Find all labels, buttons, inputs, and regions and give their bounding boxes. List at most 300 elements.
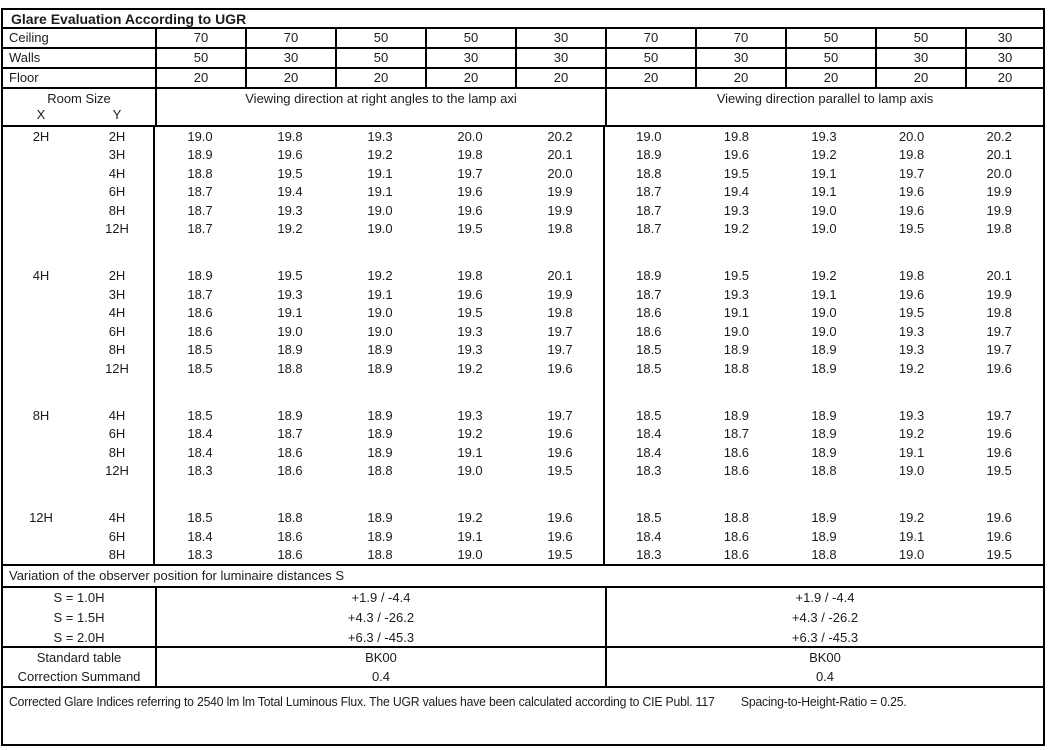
- ugr-value: 19.5: [898, 305, 925, 321]
- xy-header: [3, 107, 155, 122]
- room-x-label: 12H: [29, 510, 53, 526]
- reflectance-value: 30: [695, 49, 785, 67]
- ugr-value: 19.1: [457, 444, 483, 460]
- std-row-label: Correction Summand: [17, 669, 141, 684]
- observer-variation-rows: [3, 588, 1043, 648]
- ugr-value: 19.9: [547, 286, 573, 302]
- ugr-value: 19.0: [811, 323, 837, 339]
- table-row: [3, 667, 1043, 686]
- ugr-value: 19.6: [898, 184, 925, 200]
- ugr-value: 18.7: [187, 286, 213, 302]
- column-divider-middle: [603, 127, 605, 564]
- surface-label: Walls: [9, 50, 41, 65]
- ugr-value: 19.7: [986, 407, 1012, 423]
- ugr-value: 19.0: [811, 305, 837, 321]
- ugr-value: 18.4: [187, 444, 213, 460]
- ugr-value: 18.9: [636, 147, 662, 163]
- surface-reflectance-rows: [3, 29, 1043, 89]
- ugr-value: 19.7: [457, 165, 483, 181]
- reflectance-value: 30: [875, 49, 965, 67]
- ugr-value: 18.6: [187, 305, 213, 321]
- ugr-value: 18.8: [367, 547, 393, 563]
- reflectance-value: 50: [605, 49, 695, 67]
- room-y-label: 12H: [105, 360, 129, 376]
- ugr-value: 20.0: [898, 128, 925, 144]
- ugr-value: 19.6: [547, 528, 573, 544]
- reflectance-value: 70: [155, 29, 245, 47]
- table-row: [3, 322, 1043, 341]
- ugr-value: 18.9: [636, 268, 662, 284]
- ugr-value: 18.9: [367, 360, 393, 376]
- ugr-value: 19.6: [986, 360, 1012, 376]
- ugr-value: 19.8: [898, 268, 925, 284]
- ugr-value: 19.6: [547, 360, 573, 376]
- ugr-value: 19.6: [457, 184, 483, 200]
- ugr-value: 18.6: [277, 547, 303, 563]
- room-y-label: 4H: [108, 510, 126, 526]
- table-header-row: [3, 89, 1043, 127]
- ugr-value: 19.1: [898, 528, 925, 544]
- standard-table-rows: [3, 648, 1043, 688]
- ugr-value: 18.8: [811, 463, 837, 479]
- ugr-value: 18.7: [187, 184, 213, 200]
- ugr-value: 19.3: [723, 286, 750, 302]
- ugr-value: 18.4: [187, 426, 213, 442]
- std-row-label: Standard table: [36, 650, 122, 665]
- reflectance-value: 20: [875, 69, 965, 87]
- footer-note-ratio: Spacing-to-Height-Ratio = 0.25.: [740, 694, 907, 709]
- ugr-value: 19.6: [986, 426, 1012, 442]
- ugr-value: 18.9: [811, 342, 837, 358]
- ugr-value: 18.9: [277, 407, 303, 423]
- ugr-value: 18.9: [811, 510, 837, 526]
- s-variation-value: +6.3 / -45.3: [605, 628, 1043, 648]
- ugr-value: 18.5: [187, 407, 213, 423]
- room-y-label: 4H: [108, 407, 126, 423]
- table-row: [3, 49, 1043, 69]
- ugr-value: 18.9: [187, 268, 213, 284]
- ugr-value: 19.0: [277, 323, 303, 339]
- ugr-value: 18.9: [811, 426, 837, 442]
- block-spacer: [3, 238, 1043, 267]
- ugr-value: 19.3: [367, 128, 393, 144]
- ugr-value: 19.6: [986, 528, 1012, 544]
- ugr-value: 18.9: [367, 342, 393, 358]
- ugr-value: 19.3: [898, 323, 925, 339]
- column-divider-left: [153, 127, 155, 564]
- room-y-label: 6H: [108, 184, 126, 200]
- block-spacer: [3, 480, 1043, 509]
- ugr-value: 18.8: [187, 165, 213, 181]
- table-row: [3, 546, 1043, 565]
- ugr-value: 18.6: [723, 528, 750, 544]
- room-y-label: 6H: [108, 323, 126, 339]
- room-y-label: 2H: [108, 268, 126, 284]
- ugr-value: 19.0: [457, 547, 483, 563]
- ugr-value: 19.5: [457, 221, 483, 237]
- ugr-value: 18.7: [636, 202, 662, 218]
- table-row: [3, 220, 1043, 239]
- ugr-value: 18.7: [636, 184, 662, 200]
- ugr-value: 20.1: [547, 147, 573, 163]
- ugr-value: 19.9: [986, 286, 1012, 302]
- table-row: [3, 285, 1043, 304]
- ugr-value: 19.5: [986, 547, 1012, 563]
- reflectance-value: 50: [875, 29, 965, 47]
- ugr-value: 19.3: [277, 202, 303, 218]
- glare-evaluation-table: [1, 8, 1045, 746]
- table-row: [3, 183, 1043, 202]
- s-variation-value: +1.9 / -4.4: [605, 588, 1043, 608]
- ugr-value: 18.6: [187, 323, 213, 339]
- ugr-value: 19.0: [898, 463, 925, 479]
- ugr-value: 19.2: [723, 221, 750, 237]
- ugr-value: 19.8: [898, 147, 925, 163]
- table-row: [3, 304, 1043, 323]
- reflectance-value: 50: [785, 29, 875, 47]
- s-variation-value: +6.3 / -45.3: [155, 628, 605, 648]
- ugr-value: 19.3: [277, 286, 303, 302]
- ugr-value: 18.6: [277, 528, 303, 544]
- ugr-value: 19.0: [367, 202, 393, 218]
- ugr-value: 19.1: [367, 286, 393, 302]
- table-row: [3, 406, 1043, 425]
- ugr-value: 18.7: [636, 221, 662, 237]
- std-row-value: 0.4: [605, 667, 1043, 686]
- ugr-value: 19.6: [277, 147, 303, 163]
- reflectance-value: 50: [155, 49, 245, 67]
- ugr-value: 19.9: [547, 202, 573, 218]
- ugr-value: 18.5: [187, 510, 213, 526]
- ugr-value: 19.9: [547, 184, 573, 200]
- ugr-value: 18.5: [187, 342, 213, 358]
- ugr-value: 20.2: [986, 128, 1012, 144]
- s-distance-label: S = 2.0H: [53, 630, 105, 645]
- ugr-value: 19.5: [277, 268, 303, 284]
- ugr-value: 19.2: [898, 510, 925, 526]
- ugr-value: 19.5: [898, 221, 925, 237]
- table-row: [3, 443, 1043, 462]
- ugr-value: 18.6: [723, 463, 750, 479]
- table-row: [3, 201, 1043, 220]
- ugr-value: 18.9: [811, 528, 837, 544]
- ugr-value: 19.6: [898, 202, 925, 218]
- reflectance-value: 20: [695, 69, 785, 87]
- ugr-value: 18.4: [636, 444, 662, 460]
- room-x-label: 2H: [32, 128, 50, 144]
- ugr-value: 18.8: [277, 510, 303, 526]
- room-y-label: 8H: [108, 342, 126, 358]
- ugr-value: 18.8: [723, 510, 750, 526]
- ugr-value: 19.6: [547, 510, 573, 526]
- room-y-label: 12H: [105, 463, 129, 479]
- ugr-value: 19.6: [986, 510, 1012, 526]
- ugr-value: 18.6: [277, 463, 303, 479]
- ugr-value: 19.3: [723, 202, 750, 218]
- ugr-value: 19.2: [457, 360, 483, 376]
- ugr-value: 20.0: [457, 128, 483, 144]
- ugr-value: 18.5: [187, 360, 213, 376]
- ugr-value: 19.2: [898, 426, 925, 442]
- reflectance-value: 20: [785, 69, 875, 87]
- ugr-value: 18.5: [636, 342, 662, 358]
- ugr-value: 18.3: [187, 547, 213, 563]
- ugr-value: 19.8: [986, 305, 1012, 321]
- left-direction-header: Viewing direction at right angles to the lamp axi: [155, 89, 605, 125]
- ugr-value: 18.7: [187, 202, 213, 218]
- reflectance-value: 30: [515, 49, 605, 67]
- table-row: [3, 267, 1043, 286]
- s-variation-value: +1.9 / -4.4: [155, 588, 605, 608]
- ugr-value: 19.9: [986, 202, 1012, 218]
- ugr-value: 19.8: [547, 305, 573, 321]
- reflectance-value: 20: [245, 69, 335, 87]
- ugr-value: 19.2: [367, 147, 393, 163]
- ugr-value: 18.4: [636, 426, 662, 442]
- ugr-value: 19.2: [367, 268, 393, 284]
- reflectance-value: 70: [695, 29, 785, 47]
- ugr-value: 19.4: [723, 184, 750, 200]
- ugr-value: 19.7: [547, 323, 573, 339]
- reflectance-value: 20: [335, 69, 425, 87]
- ugr-value: 19.8: [723, 128, 750, 144]
- ugr-value: 19.0: [811, 221, 837, 237]
- ugr-value: 18.4: [636, 528, 662, 544]
- ugr-value: 18.8: [367, 463, 393, 479]
- reflectance-value: 30: [515, 29, 605, 47]
- ugr-value: 19.7: [547, 342, 573, 358]
- ugr-value: 19.3: [811, 128, 837, 144]
- ugr-value: 19.0: [811, 202, 837, 218]
- room-y-label: 4H: [108, 305, 126, 321]
- reflectance-value: 20: [515, 69, 605, 87]
- table-row: [3, 628, 1043, 646]
- ugr-value: 18.9: [811, 360, 837, 376]
- ugr-value: 18.9: [811, 407, 837, 423]
- ugr-value: 19.0: [457, 463, 483, 479]
- room-y-label: 6H: [108, 528, 126, 544]
- ugr-value: 19.5: [457, 305, 483, 321]
- ugr-value: 18.7: [723, 426, 750, 442]
- ugr-value: 18.3: [636, 463, 662, 479]
- ugr-value: 19.1: [367, 184, 393, 200]
- ugr-value: 18.8: [636, 165, 662, 181]
- ugr-value: 18.9: [367, 528, 393, 544]
- table-row: [3, 462, 1043, 481]
- table-row: [3, 588, 1043, 608]
- room-y-label: 12H: [105, 221, 129, 237]
- ugr-value: 19.7: [547, 407, 573, 423]
- table-row: [3, 509, 1043, 528]
- ugr-value: 19.6: [547, 444, 573, 460]
- reflectance-value: 30: [965, 29, 1043, 47]
- ugr-value: 19.1: [367, 165, 393, 181]
- std-row-value: 0.4: [155, 667, 605, 686]
- ugr-value: 19.2: [898, 360, 925, 376]
- room-y-label: 2H: [108, 128, 126, 144]
- ugr-value: 19.9: [986, 184, 1012, 200]
- reflectance-value: 50: [425, 29, 515, 47]
- page-title: Glare Evaluation According to UGR: [3, 10, 1043, 29]
- s-variation-value: +4.3 / -26.2: [605, 608, 1043, 628]
- table-row: [3, 341, 1043, 360]
- ugr-value: 18.7: [277, 426, 303, 442]
- ugr-value: 19.8: [547, 221, 573, 237]
- ugr-value: 18.7: [187, 221, 213, 237]
- ugr-value: 18.3: [187, 463, 213, 479]
- std-row-value: BK00: [155, 648, 605, 667]
- ugr-value: 20.1: [986, 147, 1012, 163]
- reflectance-value: 50: [335, 49, 425, 67]
- ugr-value: 18.8: [277, 360, 303, 376]
- ugr-value: 18.6: [636, 305, 662, 321]
- ugr-value: 19.2: [457, 510, 483, 526]
- ugr-value: 19.8: [457, 268, 483, 284]
- ugr-value: 19.5: [986, 463, 1012, 479]
- ugr-value: 19.1: [457, 528, 483, 544]
- ugr-value: 20.1: [986, 268, 1012, 284]
- ugr-value: 19.5: [547, 547, 573, 563]
- ugr-value: 20.0: [547, 165, 573, 181]
- ugr-value: 19.8: [986, 221, 1012, 237]
- s-distance-label: S = 1.0H: [53, 590, 105, 605]
- room-y-label: 8H: [108, 444, 126, 460]
- table-row: [3, 359, 1043, 378]
- ugr-value: 19.8: [457, 147, 483, 163]
- ugr-value: 19.3: [898, 407, 925, 423]
- reflectance-value: 20: [425, 69, 515, 87]
- reflectance-value: 30: [965, 49, 1043, 67]
- ugr-value: 19.3: [898, 342, 925, 358]
- footer-text: [9, 694, 907, 709]
- s-variation-value: +4.3 / -26.2: [155, 608, 605, 628]
- ugr-value: 18.6: [636, 323, 662, 339]
- ugr-value: 19.2: [457, 426, 483, 442]
- right-direction-header: Viewing direction parallel to lamp axis: [605, 89, 1043, 125]
- ugr-value: 19.1: [811, 286, 837, 302]
- table-row: [3, 146, 1043, 165]
- variation-note: Variation of the observer position for luminaire distances S: [3, 566, 1043, 588]
- reflectance-value: 20: [605, 69, 695, 87]
- table-row: [3, 648, 1043, 667]
- ugr-value: 18.9: [723, 342, 750, 358]
- reflectance-value: 30: [425, 49, 515, 67]
- reflectance-value: 20: [965, 69, 1043, 87]
- ugr-value: 19.6: [898, 286, 925, 302]
- table-row: [3, 527, 1043, 546]
- room-size-header: [3, 89, 155, 125]
- ugr-value: 19.2: [811, 147, 837, 163]
- ugr-value: 18.6: [723, 444, 750, 460]
- surface-label: Ceiling: [9, 30, 49, 45]
- room-y-label: 8H: [108, 547, 126, 563]
- reflectance-value: 70: [605, 29, 695, 47]
- ugr-value: 18.6: [723, 547, 750, 563]
- std-row-value: BK00: [605, 648, 1043, 667]
- ugr-value: 18.9: [367, 444, 393, 460]
- ugr-value: 19.6: [457, 286, 483, 302]
- room-size-label: Room Size: [47, 91, 111, 106]
- ugr-value: 18.9: [811, 444, 837, 460]
- ugr-value: 19.1: [811, 165, 837, 181]
- ugr-value: 18.9: [367, 510, 393, 526]
- ugr-value: 19.0: [187, 128, 213, 144]
- ugr-value: 18.5: [636, 360, 662, 376]
- ugr-value: 18.9: [723, 407, 750, 423]
- table-row: [3, 127, 1043, 146]
- ugr-value: 20.1: [547, 268, 573, 284]
- ugr-value: 19.6: [547, 426, 573, 442]
- ugr-value: 18.8: [811, 547, 837, 563]
- y-axis-label: Y: [112, 107, 122, 122]
- ugr-value: 19.8: [277, 128, 303, 144]
- ugr-value: 19.3: [457, 407, 483, 423]
- table-row: [3, 29, 1043, 49]
- ugr-value: 19.7: [986, 342, 1012, 358]
- table-row: [3, 425, 1043, 444]
- ugr-value: 18.5: [636, 407, 662, 423]
- surface-label: Floor: [9, 70, 39, 85]
- ugr-value: 18.8: [723, 360, 750, 376]
- x-axis-label: X: [36, 107, 46, 122]
- reflectance-value: 20: [155, 69, 245, 87]
- s-distance-label: S = 1.5H: [53, 610, 105, 625]
- ugr-value: 19.0: [898, 547, 925, 563]
- ugr-value: 18.6: [277, 444, 303, 460]
- ugr-value: 18.5: [636, 510, 662, 526]
- ugr-value: 19.3: [457, 342, 483, 358]
- ugr-value: 19.6: [986, 444, 1012, 460]
- ugr-values-area: [3, 127, 1043, 566]
- ugr-value: 18.9: [367, 426, 393, 442]
- table-row: [3, 608, 1043, 628]
- ugr-value: 19.1: [811, 184, 837, 200]
- ugr-value: 18.9: [277, 342, 303, 358]
- reflectance-value: 30: [245, 49, 335, 67]
- room-y-label: 4H: [108, 165, 126, 181]
- ugr-value: 19.5: [547, 463, 573, 479]
- ugr-value: 19.5: [723, 165, 750, 181]
- ugr-value: 19.7: [986, 323, 1012, 339]
- ugr-value: 19.6: [457, 202, 483, 218]
- ugr-value: 19.1: [898, 444, 925, 460]
- ugr-value: 19.2: [811, 268, 837, 284]
- ugr-value: 19.0: [636, 128, 662, 144]
- ugr-value: 19.7: [898, 165, 925, 181]
- ugr-value: 18.3: [636, 547, 662, 563]
- ugr-value: 19.2: [277, 221, 303, 237]
- table-row: [3, 69, 1043, 89]
- ugr-value: 19.1: [723, 305, 750, 321]
- ugr-value: 19.0: [367, 221, 393, 237]
- reflectance-value: 70: [245, 29, 335, 47]
- ugr-value: 18.4: [187, 528, 213, 544]
- room-y-label: 3H: [108, 147, 126, 163]
- room-x-label: 4H: [32, 268, 50, 284]
- footer-note: [3, 688, 1043, 744]
- block-spacer: [3, 378, 1043, 407]
- room-y-label: 8H: [108, 202, 126, 218]
- ugr-value: 20.0: [986, 165, 1012, 181]
- ugr-value: 19.0: [367, 305, 393, 321]
- table-row: [3, 164, 1043, 183]
- room-x-label: 8H: [32, 407, 50, 423]
- ugr-value: 18.9: [187, 147, 213, 163]
- ugr-value: 19.5: [723, 268, 750, 284]
- reflectance-value: 50: [335, 29, 425, 47]
- reflectance-value: 50: [785, 49, 875, 67]
- ugr-value: 19.5: [277, 165, 303, 181]
